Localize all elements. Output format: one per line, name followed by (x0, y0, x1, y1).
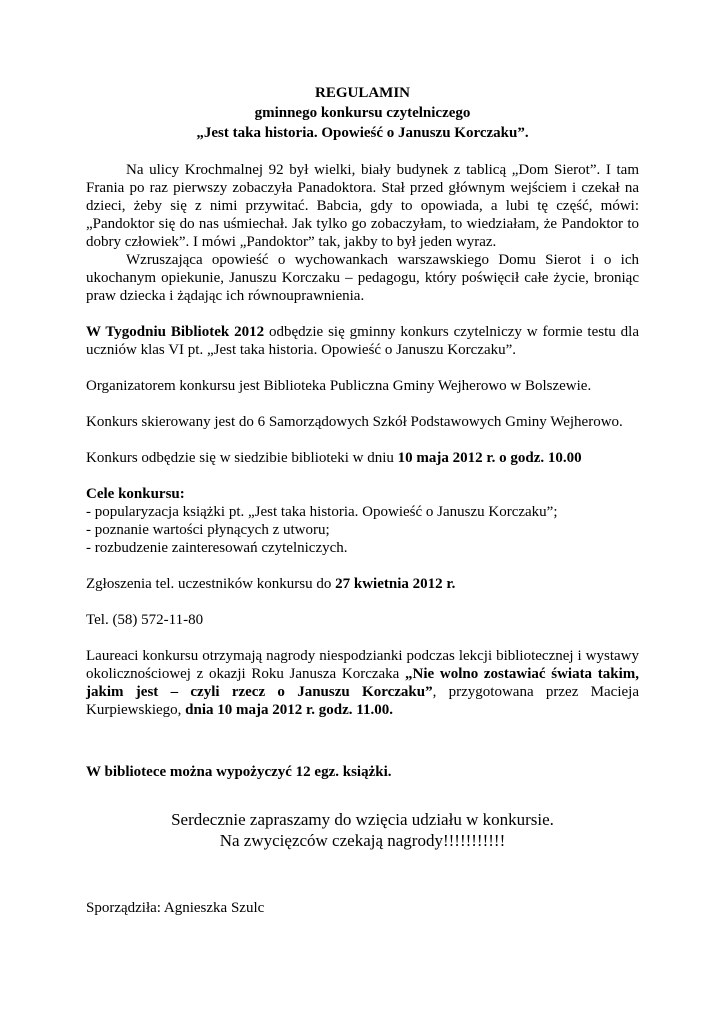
prizes-text-2: , przygotowana przez Macieja Kurpiewskiego, (86, 684, 639, 718)
title-regulamin: REGULAMIN (314, 85, 410, 101)
goals-list (86, 503, 639, 557)
week-paragraph (86, 323, 639, 359)
goals-heading: Cele konkursu: (86, 486, 185, 502)
phone-number: Tel. (58) 572-11-80 (86, 612, 204, 628)
list-item: - popularyzacja książki pt. „Jest taka historia. Opowieść o Januszu Korczaku”; (86, 504, 558, 520)
week-bold: W Tygodniu Bibliotek 2012 (86, 324, 265, 340)
registration-text: Zgłoszenia tel. uczestników konkursu do (86, 576, 336, 592)
document-title-block (86, 83, 639, 143)
prizes-event-title: „Nie wolno zostawiać świata takim, jakim jest – czyli rzecz o Januszu Korczaku” (86, 666, 639, 700)
venue-text: Konkurs odbędzie się w siedzibie biblioteki w dniu (86, 450, 398, 466)
list-item: - poznanie wartości płynących z utworu; (86, 522, 330, 538)
invitation-line-2: Na zwycięzców czekają nagrody!!!!!!!!!!! (219, 831, 506, 850)
title-book: „Jest taka historia. Opowieść o Januszu Korczaku”. (196, 125, 529, 141)
registration-date: 27 kwietnia 2012 r. (335, 576, 456, 592)
goals-section (86, 485, 639, 557)
organizer-paragraph: Organizatorem konkursu jest Biblioteka Publiczna Gminy Wejherowo w Bolszewie. (86, 378, 592, 394)
title-subtitle: gminnego konkursu czytelniczego (254, 105, 471, 121)
prizes-text-1: Laureaci konkursu otrzymają nagrody niespodzianki podczas lekcji bibliotecznej i wystawy okolicznościowej z okazji Roku Janusza Korczaka (86, 648, 639, 682)
registration-paragraph (86, 575, 639, 593)
borrow-note: W bibliotece można wypożyczyć 12 egz. książki. (86, 764, 392, 780)
invitation-block (86, 809, 639, 851)
intro-paragraph-2: Wzruszająca opowieść o wychowankach warszawskiego Domu Sierot i o ich ukochanym opiekunie, Januszu Korczaku – pedagogu, który poświęcił całe życie, broniąc praw dziecka i żądając ich równouprawnienia. (86, 252, 639, 304)
venue-date: 10 maja 2012 r. o godz. 10.00 (397, 450, 582, 466)
prizes-event-date: dnia 10 maja 2012 r. godz. 11.00. (185, 702, 393, 718)
prizes-paragraph (86, 647, 639, 719)
venue-paragraph (86, 449, 639, 467)
intro-paragraph-1: Na ulicy Krochmalnej 92 był wielki, biały budynek z tablicą „Dom Sierot”. I tam Frania po raz pierwszy zobaczyła Panadoktora. Stał przed głównym wejściem i czekał na dzieci, żeby się z nimi przywitać. Babcia, gdy to opowiada, a lubi tę część, mówi: „Pandoktor się do nas uśmiechał. Jak tylko go zobaczyłam, to wiedziałam, że Pandoktor to dobry człowiek”. I mówi „Pandoktor” tak, jakby to był jeden wyraz. (86, 162, 639, 250)
week-text: odbędzie się gminny konkurs czytelniczy w formie testu dla uczniów klas VI pt. „Jest taka historia. Opowieść o Januszu Korczaku”. (86, 324, 639, 358)
list-item: - rozbudzenie zainteresowań czytelniczych. (86, 540, 348, 556)
invitation-line-1: Serdecznie zapraszamy do wzięcia udziału w konkursie. (171, 810, 554, 829)
audience-paragraph: Konkurs skierowany jest do 6 Samorządowych Szkół Podstawowych Gminy Wejherowo. (86, 414, 623, 430)
signature: Sporządziła: Agnieszka Szulc (86, 900, 265, 916)
